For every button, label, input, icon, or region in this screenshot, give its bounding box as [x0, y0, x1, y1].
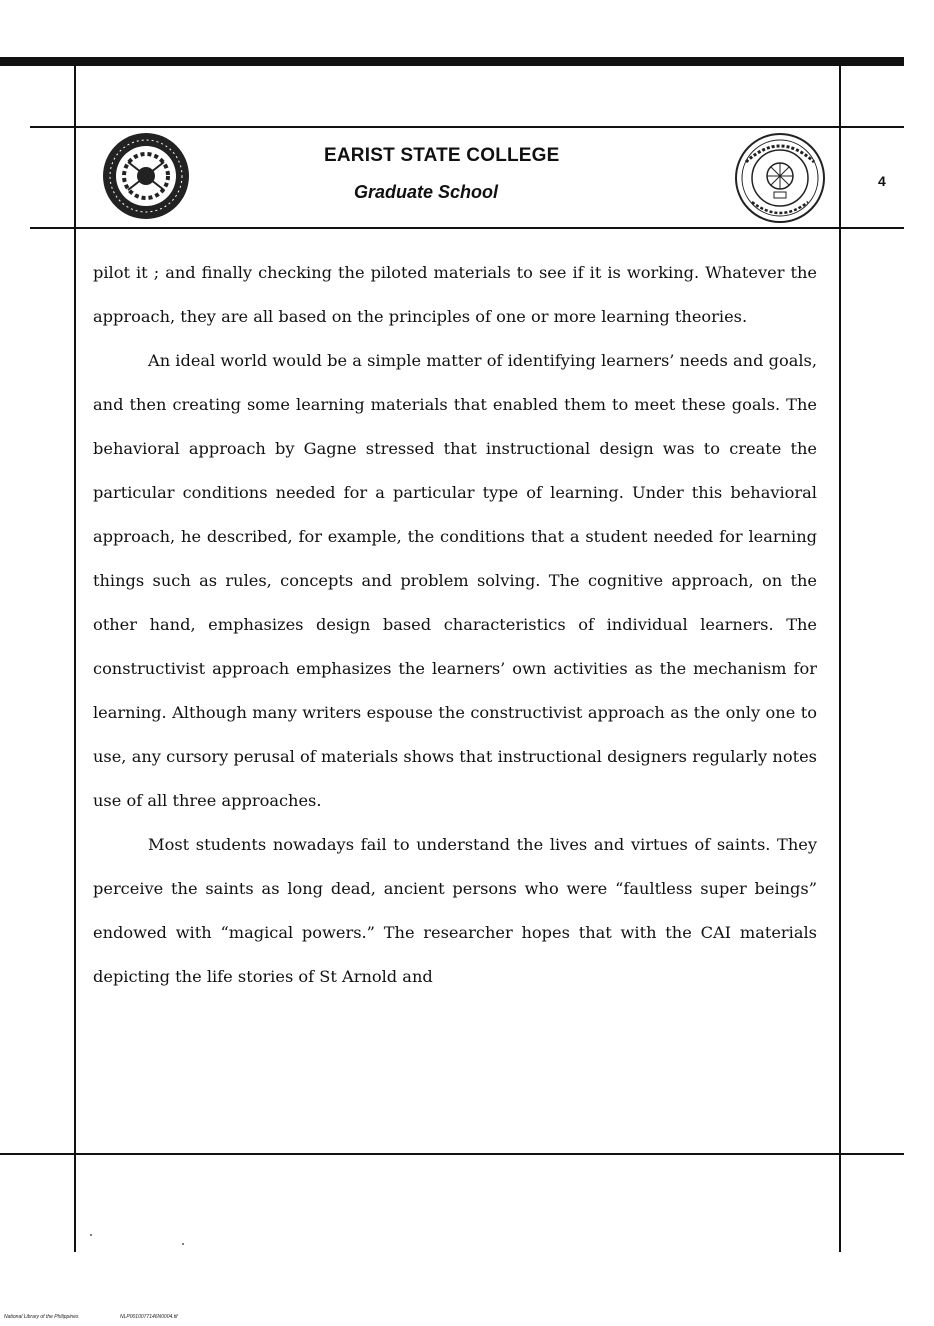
footer-rule [0, 1153, 904, 1155]
right-vertical-rule [839, 66, 841, 1252]
scan-speck [90, 1234, 92, 1236]
school-name: Graduate School [354, 182, 499, 202]
scan-speck [182, 1243, 184, 1245]
header-top-rule [30, 126, 904, 128]
body-text [93, 251, 817, 999]
paragraph: An ideal world would be a simple matter of identifying learners’ needs and goals, and then creating some learning materials that enabled them to meet these goals. The behavioral approach by Gagne stressed that instructional design was to create the particular conditions needed for a particular type of learning. Under this behavioral approach, he described, for example, the conditions that a student needed for learning things such as rules, concepts and problem solving. The cognitive approach, on the other hand, emphasizes design based characteristics of individual learners. The constructivist approach emphasizes the learners’ own activities as the mechanism for learning. Although many writers espouse the constructivist approach as the only one to use, any cursory perusal of materials shows that instructional designers regularly notes use of all three approaches. [93, 351, 817, 810]
footer-source: National Library of the Philippines [4, 1314, 79, 1320]
header-bottom-rule [30, 227, 904, 229]
earist-seal-icon [98, 132, 194, 220]
top-thick-rule [0, 57, 904, 66]
paragraph: Most students nowadays fail to understand the lives and virtues of saints. They perceive the saints as long dead, ancient persons who were “faultless super beings” endowed with “magical powers.” The researcher hopes that with the CAI materials depicting the life stories of St Arnold and [93, 835, 817, 986]
paragraph: pilot it ; and finally checking the piloted materials to see if it is working. Whatever the approach, they are all based on the principles of one or more learning theories. [93, 263, 817, 326]
graduate-school-seal-icon [730, 132, 830, 224]
institution-name: EARIST STATE COLLEGE [324, 145, 560, 166]
page-number: 4 [878, 173, 886, 189]
left-vertical-rule [74, 66, 76, 1252]
footer-file-id: NLP0010077146N0004.tif [120, 1314, 178, 1320]
earist-logo [98, 132, 194, 220]
graduate-school-logo [730, 132, 830, 224]
